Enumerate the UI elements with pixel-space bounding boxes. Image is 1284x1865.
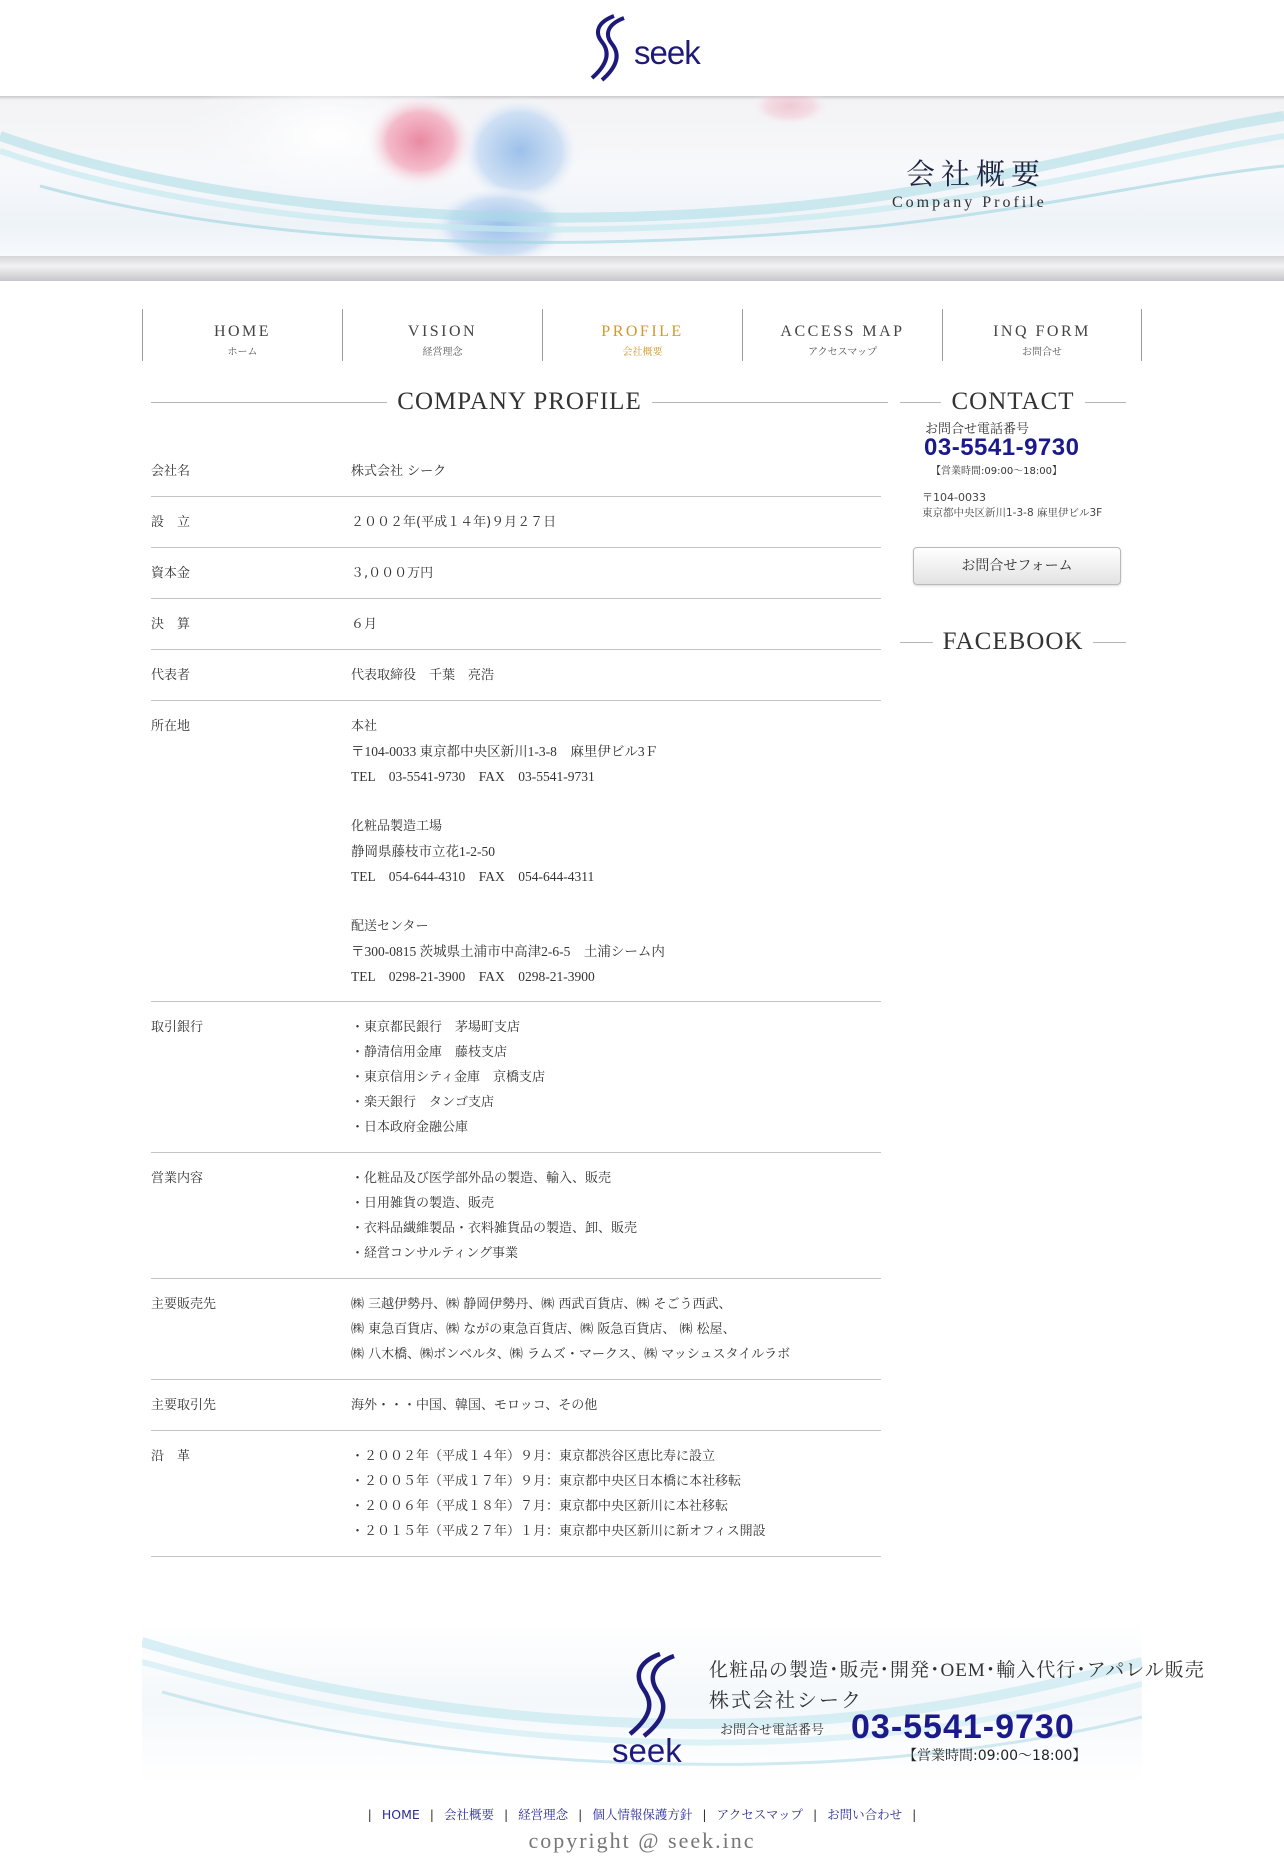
profile-value bbox=[351, 510, 881, 535]
nav-item-access-map[interactable] bbox=[742, 309, 942, 361]
profile-row bbox=[151, 1431, 881, 1557]
profile-row bbox=[151, 1002, 881, 1153]
profile-value-line: 配送センター bbox=[351, 919, 429, 934]
nav-label-jp: ホーム bbox=[227, 347, 258, 358]
nav-label-en: ACCESS MAP bbox=[780, 323, 905, 340]
profile-value-line: ㈱ 東急百貨店、㈱ ながの東急百貨店、㈱ 阪急百貨店、 ㈱ 松屋、 bbox=[351, 1322, 736, 1337]
profile-label: 会社名 bbox=[151, 464, 191, 479]
profile-value-line: ・日用雑貨の製造、販売 bbox=[351, 1196, 495, 1211]
profile-row bbox=[151, 650, 881, 701]
contact-zip: 〒104-0033 bbox=[922, 491, 986, 504]
profile-row bbox=[151, 446, 881, 497]
profile-row bbox=[151, 701, 881, 1002]
profile-label: 主要取引先 bbox=[151, 1398, 217, 1413]
profile-value bbox=[351, 1015, 881, 1140]
profile-label: 所在地 bbox=[151, 719, 191, 734]
profile-row bbox=[151, 1153, 881, 1279]
profile-value-line: ・経営コンサルティング事業 bbox=[351, 1246, 519, 1261]
profile-value bbox=[351, 1393, 881, 1418]
profile-value-line: 〒300-0815 茨城県土浦市中高津2-6-5 土浦シーム内 bbox=[351, 944, 665, 959]
profile-value-line: ６月 bbox=[351, 617, 378, 632]
profile-value-line: TEL 054-644-4310 FAX 054-644-4311 bbox=[351, 869, 595, 884]
contact-heading bbox=[900, 388, 1126, 416]
profile-value-line: ・日本政府金融公庫 bbox=[351, 1120, 469, 1135]
banner-divider bbox=[0, 256, 1284, 281]
profile-value bbox=[351, 714, 881, 989]
profile-table bbox=[151, 446, 881, 1557]
profile-row bbox=[151, 1380, 881, 1431]
link-separator: | bbox=[812, 1807, 818, 1822]
profile-value bbox=[351, 459, 881, 484]
profile-value-line: ２００２年(平成１４年)９月２７日 bbox=[351, 515, 557, 530]
profile-label: 決 算 bbox=[151, 617, 191, 632]
profile-value-line: 本社 bbox=[351, 719, 378, 734]
nav-label-jp: 会社概要 bbox=[622, 347, 663, 358]
nav-item-profile[interactable] bbox=[542, 309, 742, 361]
profile-label: 設 立 bbox=[151, 515, 191, 530]
link-separator: | bbox=[702, 1807, 707, 1822]
link-separator: | bbox=[429, 1807, 434, 1822]
profile-value-line bbox=[351, 789, 881, 814]
heading-rule bbox=[900, 402, 941, 403]
footer-nav bbox=[0, 1805, 1284, 1823]
link-separator: | bbox=[912, 1807, 917, 1822]
profile-row bbox=[151, 548, 881, 599]
company-profile-heading bbox=[151, 388, 888, 416]
profile-label: 資本金 bbox=[151, 566, 191, 581]
contact-hours: 【営業時間:09:00～18:00】 bbox=[931, 466, 1063, 477]
nav-item-inq-form[interactable] bbox=[942, 309, 1142, 361]
contact-phone-number[interactable]: 03-5541-9730 bbox=[924, 434, 1080, 461]
heading-rule bbox=[900, 642, 933, 643]
profile-value-line: ㈱ 三越伊勢丹、㈱ 静岡伊勢丹、㈱ 西武百貨店、㈱ そごう西武、 bbox=[351, 1297, 732, 1312]
footer-link-vision[interactable]: 経営理念 bbox=[518, 1807, 569, 1822]
profile-row bbox=[151, 599, 881, 650]
contact-form-button[interactable]: お問合せフォーム bbox=[913, 547, 1121, 585]
footer-phone-number[interactable]: 03-5541-9730 bbox=[851, 1708, 1075, 1746]
heading-text: COMPANY PROFILE bbox=[397, 388, 642, 415]
profile-value bbox=[351, 1444, 881, 1544]
heading-rule bbox=[1093, 642, 1126, 643]
heading-rule bbox=[151, 402, 387, 403]
nav-label-en: HOME bbox=[213, 323, 272, 340]
profile-value-line: ・静清信用金庫 藤枝支店 bbox=[351, 1045, 508, 1060]
nav-label-en: PROFILE bbox=[601, 323, 684, 340]
main-nav bbox=[142, 309, 1142, 361]
nav-label-jp: 経営理念 bbox=[422, 347, 463, 358]
profile-value-line: 株式会社 シーク bbox=[351, 464, 447, 479]
profile-value bbox=[351, 1166, 881, 1266]
heading-text: FACEBOOK bbox=[942, 628, 1084, 655]
profile-value bbox=[351, 561, 881, 586]
nav-label-jp: お問合せ bbox=[1022, 347, 1062, 358]
banner-decoration bbox=[0, 96, 1284, 256]
footer-hours: 【営業時間:09:00～18:00】 bbox=[903, 1748, 1087, 1764]
profile-value-line: 海外・・・中国、韓国、モロッコ、その他 bbox=[351, 1398, 598, 1413]
profile-value-line: TEL 0298-21-3900 FAX 0298-21-3900 bbox=[351, 969, 595, 984]
footer-link-access-map[interactable]: アクセスマップ bbox=[716, 1807, 803, 1822]
profile-value bbox=[351, 612, 881, 637]
profile-label: 取引銀行 bbox=[151, 1020, 204, 1035]
profile-value bbox=[351, 663, 881, 688]
profile-value-line: ㈱ 八木橋、㈱ボンベルタ、㈱ ラムズ・マークス、㈱ マッシュスタイルラボ bbox=[351, 1347, 791, 1362]
profile-value-line: 化粧品製造工場 bbox=[351, 819, 443, 834]
copyright: copyright @ seek.inc bbox=[528, 1828, 756, 1853]
footer-link-home[interactable]: HOME bbox=[381, 1807, 420, 1822]
seek-logo[interactable] bbox=[584, 12, 714, 86]
page-banner bbox=[0, 96, 1284, 281]
profile-value-line: ・化粧品及び医学部外品の製造、輸入、販売 bbox=[351, 1171, 612, 1186]
footer-company-name: 株式会社シーク bbox=[709, 1690, 863, 1712]
footer-link-profile[interactable]: 会社概要 bbox=[443, 1807, 494, 1822]
heading-text: CONTACT bbox=[951, 388, 1075, 415]
profile-row bbox=[151, 497, 881, 548]
nav-label-jp: アクセスマップ bbox=[807, 347, 878, 358]
profile-value-line: ・楽天銀行 タンゴ支店 bbox=[351, 1095, 495, 1110]
footer-logo-icon bbox=[608, 1648, 704, 1768]
profile-value-line: TEL 03-5541-9730 FAX 03-5541-9731 bbox=[351, 769, 595, 784]
profile-value-line: ・東京信用シティ金庫 京橋支店 bbox=[351, 1070, 545, 1085]
nav-item-home[interactable] bbox=[142, 309, 342, 361]
profile-value-line: ・衣料品繊維製品・衣料雑貨品の製造、卸、販売 bbox=[351, 1221, 638, 1236]
link-separator: | bbox=[503, 1807, 509, 1822]
profile-value-line: ・２００６年（平成１８年）７月：東京都中央区新川に本社移転 bbox=[351, 1499, 729, 1514]
profile-label: 主要販売先 bbox=[151, 1297, 217, 1312]
profile-value bbox=[351, 1292, 881, 1367]
heading-rule bbox=[652, 402, 888, 403]
profile-label: 営業内容 bbox=[151, 1171, 204, 1186]
footer-link-privacy[interactable]: 個人情報保護方針 bbox=[592, 1807, 693, 1822]
profile-value-line bbox=[351, 889, 881, 914]
profile-value-line: 静岡県藤枝市立花1-2-50 bbox=[351, 844, 495, 859]
profile-value-line: ・東京都民銀行 茅場町支店 bbox=[351, 1020, 521, 1035]
profile-value-line: 代表取締役 千葉 亮浩 bbox=[351, 668, 495, 683]
profile-row bbox=[151, 1279, 881, 1380]
footer-link-contact[interactable]: お問い合わせ bbox=[827, 1807, 903, 1822]
profile-label: 沿 革 bbox=[151, 1449, 191, 1464]
profile-label: 代表者 bbox=[151, 668, 191, 683]
seek-logo-mark-icon bbox=[584, 12, 632, 86]
footer-phone-label: お問合せ電話番号 bbox=[720, 1723, 825, 1738]
profile-value-line: 〒104-0033 東京都中央区新川1-3-8 麻里伊ビル3Ｆ bbox=[351, 744, 659, 759]
profile-value-line: ・２００２年（平成１４年）９月：東京都渋谷区恵比寿に設立 bbox=[351, 1449, 716, 1464]
contact-address: 東京都中央区新川1-3-8 麻里伊ビル3F bbox=[922, 507, 1103, 519]
nav-label-en: VISION bbox=[407, 323, 478, 340]
link-separator: | bbox=[367, 1807, 372, 1822]
profile-value-line: ・２００５年（平成１７年）９月：東京都中央区日本橋に本社移転 bbox=[351, 1474, 742, 1489]
profile-value-line: ３,０００万円 bbox=[351, 566, 434, 581]
footer-seek-logo[interactable] bbox=[608, 1648, 704, 1768]
logo-text: seek bbox=[634, 34, 700, 71]
site-header bbox=[0, 0, 1284, 96]
nav-item-vision[interactable] bbox=[342, 309, 542, 361]
profile-value-line: ・２０１５年（平成２７年）１月：東京都中央区新川に新オフィス開設 bbox=[351, 1524, 766, 1539]
link-separator: | bbox=[578, 1807, 583, 1822]
banner-title-jp: 会社概要 bbox=[906, 159, 1047, 191]
facebook-heading bbox=[900, 628, 1126, 656]
footer-logo-text: seek bbox=[612, 1732, 682, 1768]
contact-phone-label: お問合せ電話番号 bbox=[925, 422, 1030, 437]
footer-tagline: 化粧品の製造･販売･開発･OEM･輸入代行･アパレル販売 bbox=[709, 1660, 1205, 1681]
banner-title-en: Company Profile bbox=[892, 194, 1047, 211]
heading-rule bbox=[1085, 402, 1126, 403]
nav-label-en: INQ FORM bbox=[993, 323, 1091, 340]
